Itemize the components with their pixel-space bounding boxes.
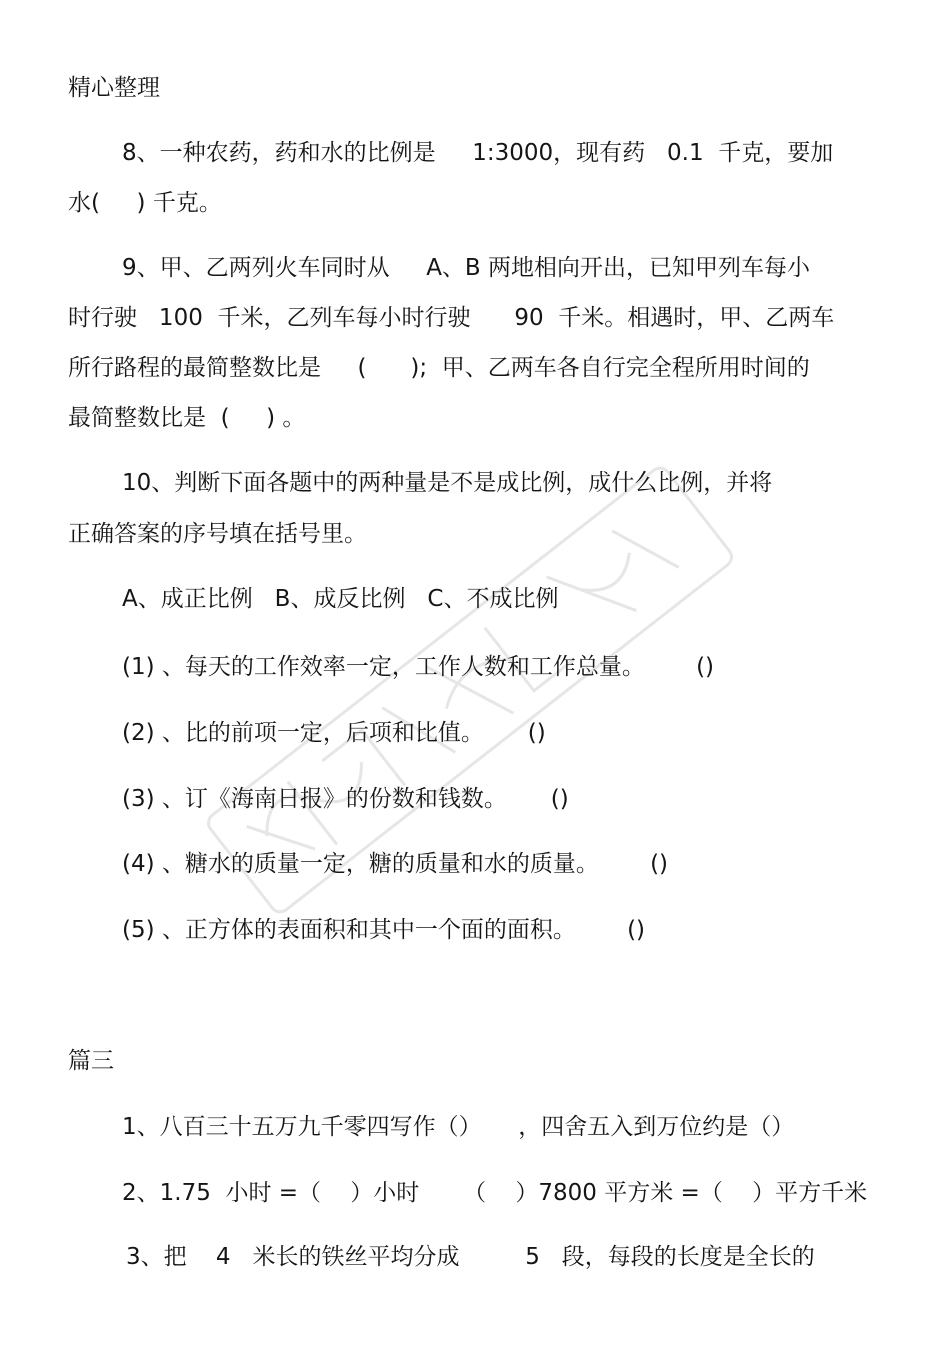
section-three-question-2: 2、1.75 小时 =（ ）小时 （ ）7800 平方米 =（ ）平方千米	[122, 1180, 868, 1206]
question-10-line-2: 正确答案的序号填在括号里。	[68, 521, 367, 547]
question-8-line-2: 水( ) 千克。	[68, 190, 222, 216]
question-10-options: A、成正比例 B、成反比例 C、不成比例	[122, 586, 559, 612]
question-9-line-3: 所行路程的最简整数比是 ( ); 甲、乙两车各自行完全程所用时间的	[68, 355, 810, 381]
question-10-item-1: (1) 、每天的工作效率一定，工作人数和工作总量。 ()	[122, 654, 715, 680]
section-three-question-3: 3、把 4 米长的铁丝平均分成 5 段，每段的长度是全长的	[126, 1244, 815, 1270]
question-10-item-2: (2) 、比的前项一定，后项和比值。 ()	[122, 720, 546, 746]
section-three-heading: 篇三	[68, 1048, 114, 1074]
question-9-line-2: 时行驶 100 千米，乙列车每小时行驶 90 千米。相遇时，甲、乙两车	[68, 305, 835, 331]
section-three-question-1: 1、八百三十五万九千零四写作（） ，四舍五入到万位约是（）	[122, 1114, 795, 1140]
question-10-item-4: (4) 、糖水的质量一定，糖的质量和水的质量。 ()	[122, 851, 669, 877]
question-10-item-5: (5) 、正方体的表面积和其中一个面的面积。 ()	[122, 917, 646, 943]
question-9-line-1: 9、甲、乙两列火车同时从 A、B 两地相向开出，已知甲列车每小	[122, 255, 811, 281]
question-10-item-3: (3) 、订《海南日报》的份数和钱数。 ()	[122, 786, 569, 812]
question-9-line-4: 最简整数比是 ( ) 。	[68, 405, 306, 431]
page-header-title: 精心整理	[68, 75, 160, 101]
question-10-line-1: 10、判断下面各题中的两种量是不是成比例，成什么比例，并将	[122, 470, 773, 496]
question-8-line-1: 8、一种农药，药和水的比例是 1:3000，现有药 0.1 千克，要加	[122, 140, 834, 166]
